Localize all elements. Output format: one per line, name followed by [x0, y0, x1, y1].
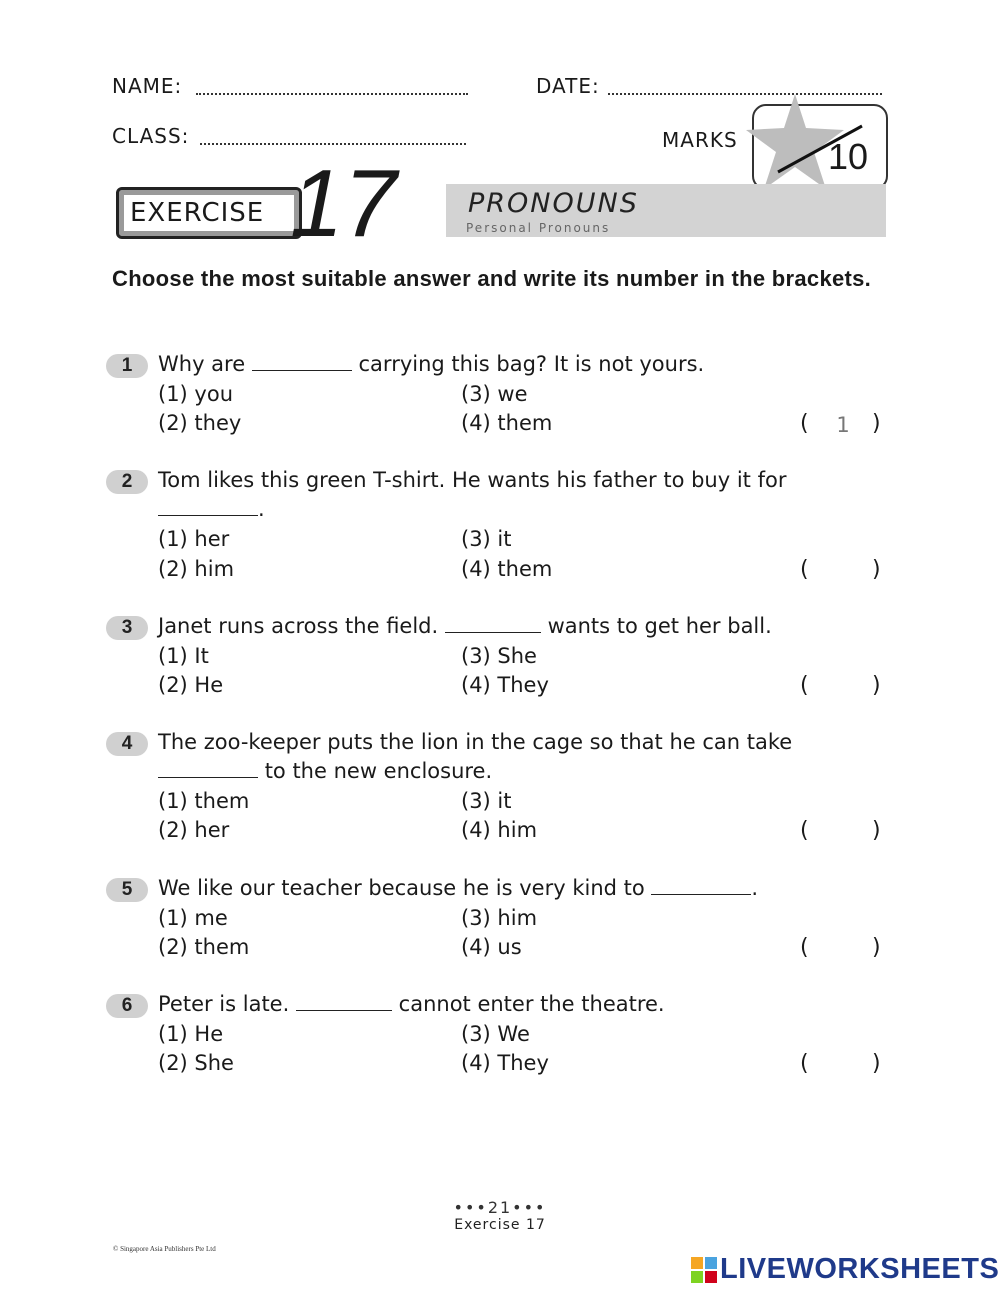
question-text: The zoo-keeper puts the lion in the cage so that he can take: [158, 730, 793, 754]
question-number: 3: [106, 616, 148, 640]
question-text: We like our teacher because he is very kind to .: [158, 876, 759, 900]
page-number: •••21•••: [453, 1198, 547, 1217]
option: (4) them: [461, 557, 553, 581]
option: (1) her: [158, 527, 230, 551]
answer-blank: [252, 369, 352, 371]
class-field[interactable]: [200, 143, 466, 145]
topic-title: PRONOUNS: [468, 188, 639, 219]
class-label: CLASS:: [112, 124, 190, 148]
copyright: © Singapore Asia Publishers Pte Ltd: [113, 1245, 216, 1253]
option: (4) us: [461, 935, 522, 959]
answer-blank: [158, 514, 258, 516]
option: (1) you: [158, 382, 234, 406]
option: (3) him: [461, 906, 538, 930]
option: (2) him: [158, 557, 235, 581]
option: (1) He: [158, 1022, 224, 1046]
option: (3) we: [461, 382, 528, 406]
option: (3) it: [461, 527, 512, 551]
option: (1) It: [158, 644, 209, 668]
marks-label: MARKS: [662, 128, 738, 152]
bracket-open: (: [800, 818, 809, 843]
question-text-line2: to the new enclosure.: [158, 759, 492, 783]
question-number: 2: [106, 470, 148, 494]
option: (3) it: [461, 789, 512, 813]
option: (2) her: [158, 818, 230, 842]
bracket-close: ): [872, 935, 881, 960]
option: (1) them: [158, 789, 250, 813]
bracket-open: (: [800, 935, 809, 960]
question-number: 6: [106, 994, 148, 1018]
instructions: Choose the most suitable answer and write its number in the brackets.: [112, 266, 872, 291]
option: (3) We: [461, 1022, 530, 1046]
answer-input[interactable]: 1: [836, 413, 850, 437]
liveworksheets-logo-icon: [690, 1256, 718, 1284]
question-number: 1: [106, 354, 148, 378]
answer-blank: [296, 1009, 392, 1011]
date-label: DATE:: [536, 74, 600, 98]
exercise-reference: Exercise 17: [454, 1217, 546, 1233]
bracket-close: ): [872, 1051, 881, 1076]
question-text-line2: .: [158, 497, 265, 521]
option: (2) He: [158, 673, 224, 697]
bracket-open: (: [800, 557, 809, 582]
option: (3) She: [461, 644, 537, 668]
option: (4) him: [461, 818, 538, 842]
bracket-close: ): [872, 673, 881, 698]
option: (4) They: [461, 673, 549, 697]
option: (2) them: [158, 935, 250, 959]
answer-blank: [651, 893, 751, 895]
answer-blank: [158, 776, 258, 778]
option: (4) them: [461, 411, 553, 435]
question-text: Peter is late. cannot enter the theatre.: [158, 992, 665, 1016]
exercise-label: EXERCISE: [130, 198, 265, 228]
topic-subtitle: Personal Pronouns: [466, 221, 611, 235]
liveworksheets-brand: LIVEWORKSHEETS: [720, 1253, 1000, 1285]
question-text: Why are carrying this bag? It is not yours.: [158, 352, 705, 376]
marks-total: 10: [828, 136, 869, 177]
option: (1) me: [158, 906, 228, 930]
name-field[interactable]: [196, 93, 468, 95]
answer-blank: [445, 631, 541, 633]
question-text: Janet runs across the field. wants to get her ball.: [158, 614, 772, 638]
question-number: 4: [106, 732, 148, 756]
bracket-open: (: [800, 1051, 809, 1076]
question-number: 5: [106, 878, 148, 902]
bracket-close: ): [872, 411, 881, 436]
question-text: Tom likes this green T-shirt. He wants his father to buy it for: [158, 468, 787, 492]
option: (2) She: [158, 1051, 234, 1075]
name-label: NAME:: [112, 74, 183, 98]
option: (4) They: [461, 1051, 549, 1075]
bracket-open: (: [800, 411, 809, 436]
option: (2) they: [158, 411, 242, 435]
bracket-close: ): [872, 557, 881, 582]
bracket-close: ): [872, 818, 881, 843]
exercise-number: 17: [290, 150, 397, 257]
bracket-open: (: [800, 673, 809, 698]
